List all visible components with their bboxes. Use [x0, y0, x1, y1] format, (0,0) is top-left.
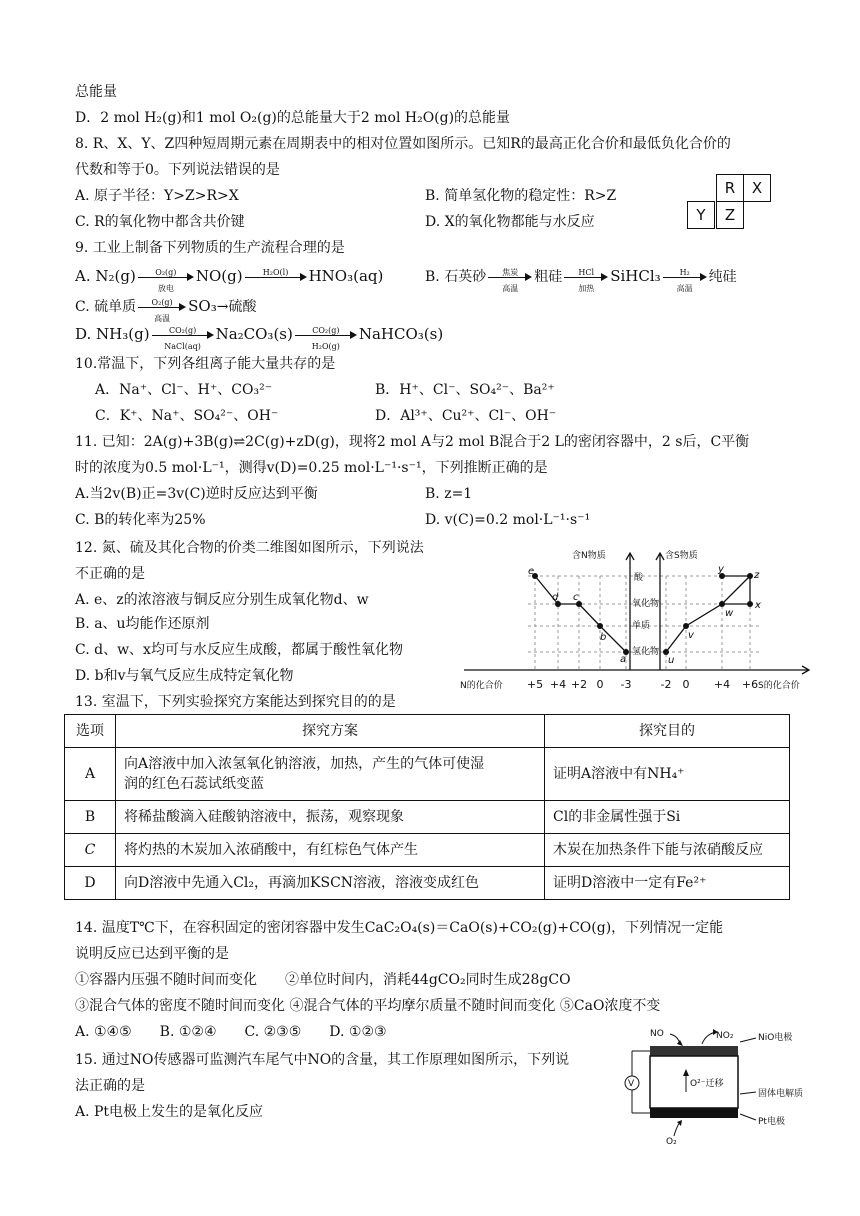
- q12-option-b: B. a、u均能作还原剂: [75, 616, 210, 632]
- cell-y: Y: [687, 201, 715, 229]
- option-7d: D．2 mol H₂(g)和1 mol O₂(g)的总能量大于2 mol H₂O(g)的总能量: [75, 110, 511, 126]
- point-u: u: [668, 655, 675, 666]
- q9-stem: 9. 工业上制备下列物质的生产流程合理的是: [75, 240, 345, 256]
- q9c-label: C. 硫单质: [75, 299, 137, 315]
- q9-option-c: [75, 296, 257, 323]
- label-pt-electrode: Pt电极: [758, 1117, 785, 1127]
- cell-plan-text: 向A溶液中加入浓氢氧化钠溶液，加热，产生的气体可使湿 润的红色石蕊试纸变蓝: [124, 756, 485, 792]
- cell-x: X: [743, 174, 771, 202]
- cell-plan: 向D溶液中先通入Cl₂，再滴加KSCN溶液，溶液变成红色: [116, 867, 545, 900]
- q9d-nh3: NH₃(g): [96, 325, 150, 343]
- q13-stem: 13. 室温下，下列实验探究方案能达到探究目的的是: [75, 694, 396, 710]
- experiment-table: [64, 714, 790, 900]
- q15-stem: 15. 通过NO传感器可监测汽车尾气中NO的含量，其工作原理如图所示，下列说: [75, 1052, 570, 1068]
- th-goal: 探究目的: [545, 715, 790, 748]
- q14-stem2: 说明反应已达到平衡的是: [75, 946, 229, 962]
- q12-option-d: D. b和v与氧气反应生成特定氧化物: [75, 668, 294, 684]
- line-prev: 总能量: [75, 84, 117, 100]
- cell-goal: 证明D溶液中一定有Fe²⁺: [545, 867, 790, 900]
- arrow-icon: CO₂(g) NaCl(aq): [152, 324, 214, 346]
- point-z: z: [754, 570, 760, 581]
- q9b-sihcl3: SiHCl₃: [610, 267, 661, 285]
- cell-option: C: [65, 834, 116, 867]
- tick: +2: [570, 678, 588, 691]
- tick: +4: [549, 678, 567, 691]
- tick: +5: [526, 678, 544, 691]
- cell-r: R: [716, 174, 744, 202]
- label-electrolyte: 固体电解质: [758, 1089, 804, 1099]
- ylabel-s: 含S物质: [665, 551, 698, 561]
- tick: 0: [596, 678, 604, 691]
- q10-option-d: D．Al³⁺、Cu²⁺、Cl⁻、OH⁻: [375, 408, 557, 424]
- point-e: e: [528, 566, 535, 577]
- q9a-label: A.: [75, 267, 91, 285]
- q8-option-d: D. X的氧化物都能与水反应: [425, 214, 595, 230]
- q10-option-b: B．H⁺、Cl⁻、SO₄²⁻、Ba²⁺: [375, 382, 555, 398]
- cell-option: D: [65, 867, 116, 900]
- valence-class-diagram: [460, 548, 820, 694]
- label-no2: NO₂: [716, 1031, 734, 1041]
- label-ion-migration: O²⁻迁移: [690, 1079, 724, 1089]
- q14-stem: 14. 温度T℃下，在容积固定的密闭容器中发生CaC₂O₄(s)＝CaO(s)+CO₂(g)+CO(g)，下列情况一定能: [75, 920, 724, 936]
- table-row: [65, 834, 790, 867]
- cell-option: A: [65, 748, 116, 801]
- cell-plan: 将稀盐酸滴入硅酸钠溶液中，振荡，观察现象: [116, 801, 545, 834]
- cell-goal: Cl的非金属性强于Si: [545, 801, 790, 834]
- q8-option-c: C. R的氧化物中都含共价键: [75, 214, 245, 230]
- q11-option-b: B. z=1: [425, 486, 473, 502]
- xlabel-s: S的化合价: [758, 681, 800, 691]
- cat-hydride: 氢化物: [632, 647, 660, 657]
- q10-option-c: C．K⁺、Na⁺、SO₄²⁻、OH⁻: [95, 408, 279, 424]
- th-plan: 探究方案: [116, 715, 545, 748]
- tick: +4: [713, 678, 731, 691]
- q9a-n2: N₂(g): [95, 267, 136, 285]
- cat-acid: 酸: [634, 573, 644, 583]
- xlabel-n: N的化合价: [460, 681, 503, 691]
- q9b-pure-si: 纯硅: [708, 269, 737, 285]
- cell-option: B: [65, 801, 116, 834]
- arrow-icon: 焦炭 高温: [488, 266, 532, 288]
- arrow-icon: →: [216, 299, 229, 315]
- table-row: [65, 867, 790, 900]
- q11-option-c: C. B的转化率为25%: [75, 512, 206, 528]
- q9a-hno3: HNO₃(aq): [308, 267, 384, 285]
- label-no: NO: [650, 1029, 664, 1039]
- q15-option-a: A. Pt电极上发生的是氧化反应: [75, 1104, 264, 1120]
- table-header-row: [65, 715, 790, 748]
- ylabel-n: 含N物质: [572, 551, 606, 561]
- point-x: x: [755, 600, 761, 611]
- cell-goal: 木炭在加热条件下能与浓硝酸反应: [545, 834, 790, 867]
- q8-stem2: 代数和等于0。下列说法错误的是: [75, 162, 280, 178]
- arrow-icon: H₂O(l): [245, 266, 307, 288]
- q9-option-b: [425, 266, 737, 293]
- q14-items2: ③混合气体的密度不随时间而变化 ④混合气体的平均摩尔质量不随时间而变化 ⑤CaO浓度不变: [75, 998, 661, 1014]
- q14-options: A. ①④⑤ B. ①②④ C. ②③⑤ D. ①②③: [75, 1024, 387, 1040]
- q9a-no: NO(g): [195, 267, 243, 285]
- tick: -2: [660, 678, 672, 691]
- arrow-icon: O₂(g) 高温: [138, 296, 186, 318]
- point-c: c: [573, 592, 579, 603]
- q11-stem: 11. 已知：2A(g)+3B(g)⇌2C(g)+zD(g)，现将2 mol A与2 mol B混合于2 L的密闭容器中，2 s后，C平衡: [75, 434, 750, 450]
- tick: -3: [620, 678, 632, 691]
- point-v: v: [688, 630, 694, 641]
- cell-z: Z: [716, 201, 744, 229]
- q10-stem: 10.常温下，下列各组离子能大量共存的是: [75, 356, 336, 372]
- q9-option-d: [75, 324, 444, 351]
- q9b-crude-si: 粗硅: [534, 269, 563, 285]
- q11-stem2: 时的浓度为0.5 mol·L⁻¹，测得v(D)=0.25 mol·L⁻¹·s⁻¹，下列推断正确的是: [75, 460, 548, 476]
- q9d-label: D.: [75, 325, 92, 343]
- q9d-nahco3: NaHCO₃(s): [358, 325, 444, 343]
- table-row: [65, 748, 790, 801]
- point-b: b: [600, 632, 607, 643]
- label-o2: O₂: [666, 1137, 677, 1147]
- arrow-icon: H₂ 高温: [663, 266, 707, 288]
- label-nio-electrode: NiO电极: [758, 1033, 793, 1043]
- cell-goal: 证明A溶液中有NH₄⁺: [545, 748, 790, 801]
- tick: 0: [682, 678, 690, 691]
- q8-option-a: A. 原子半径：Y>Z>R>X: [75, 188, 239, 204]
- cat-oxide: 氧化物: [632, 599, 660, 609]
- q9d-na2co3: Na₂CO₃(s): [215, 325, 293, 343]
- q11-option-d: D. v(C)=0.2 mol·L⁻¹·s⁻¹: [425, 512, 591, 528]
- q9-option-a: [75, 266, 384, 293]
- arrow-icon: $\frac{\text{CO₂(g)}}{\text{H₂O(g)}}$: [295, 324, 357, 346]
- cell-plan: [116, 748, 545, 801]
- q11-option-a: A.当2v(B)正=3v(C)逆时反应达到平衡: [75, 486, 318, 502]
- arrow-icon: O₂(g) 放电: [138, 266, 194, 288]
- th-option: 选项: [65, 715, 116, 748]
- q15-stem2: 法正确的是: [75, 1078, 145, 1094]
- table-row: [65, 801, 790, 834]
- cell-plan: 将灼热的木炭加入浓硝酸中，有红棕色气体产生: [116, 834, 545, 867]
- no-sensor-diagram: [618, 1024, 804, 1148]
- q9c-so3: SO₃: [188, 297, 217, 315]
- q14-items1: ①容器内压强不随时间而变化 ②单位时间内，消耗44gCO₂同时生成28gCO: [75, 972, 571, 988]
- point-d: d: [552, 592, 559, 603]
- q9c-acid: 硫酸: [228, 299, 257, 315]
- q12-option-c: C. d、w、x均可与水反应生成酸，都属于酸性氧化物: [75, 642, 403, 658]
- q8-option-b: B. 简单氢化物的稳定性：R>Z: [425, 188, 617, 204]
- q8-stem: 8. R、X、Y、Z四种短周期元素在周期表中的相对位置如图所示。已知R的最高正化合价和最低负化合价的: [75, 136, 731, 152]
- q12-stem: 12. 氮、硫及其化合物的价类二维图如图所示，下列说法: [75, 540, 424, 556]
- voltmeter-icon: V: [628, 1079, 635, 1089]
- arrow-icon: HCl 加热: [564, 266, 608, 288]
- cat-element: 单质: [632, 621, 651, 631]
- tick: +6: [741, 678, 759, 691]
- q12-option-a: A. e、z的浓溶液与铜反应分别生成氧化物d、w: [75, 592, 369, 608]
- q10-option-a: A．Na⁺、Cl⁻、H⁺、CO₃²⁻: [95, 382, 273, 398]
- point-y: y: [718, 564, 724, 575]
- point-w: w: [725, 608, 734, 619]
- point-a: a: [620, 654, 627, 665]
- q9b-label: B. 石英砂: [425, 269, 487, 285]
- q12-stem2: 不正确的是: [75, 566, 145, 582]
